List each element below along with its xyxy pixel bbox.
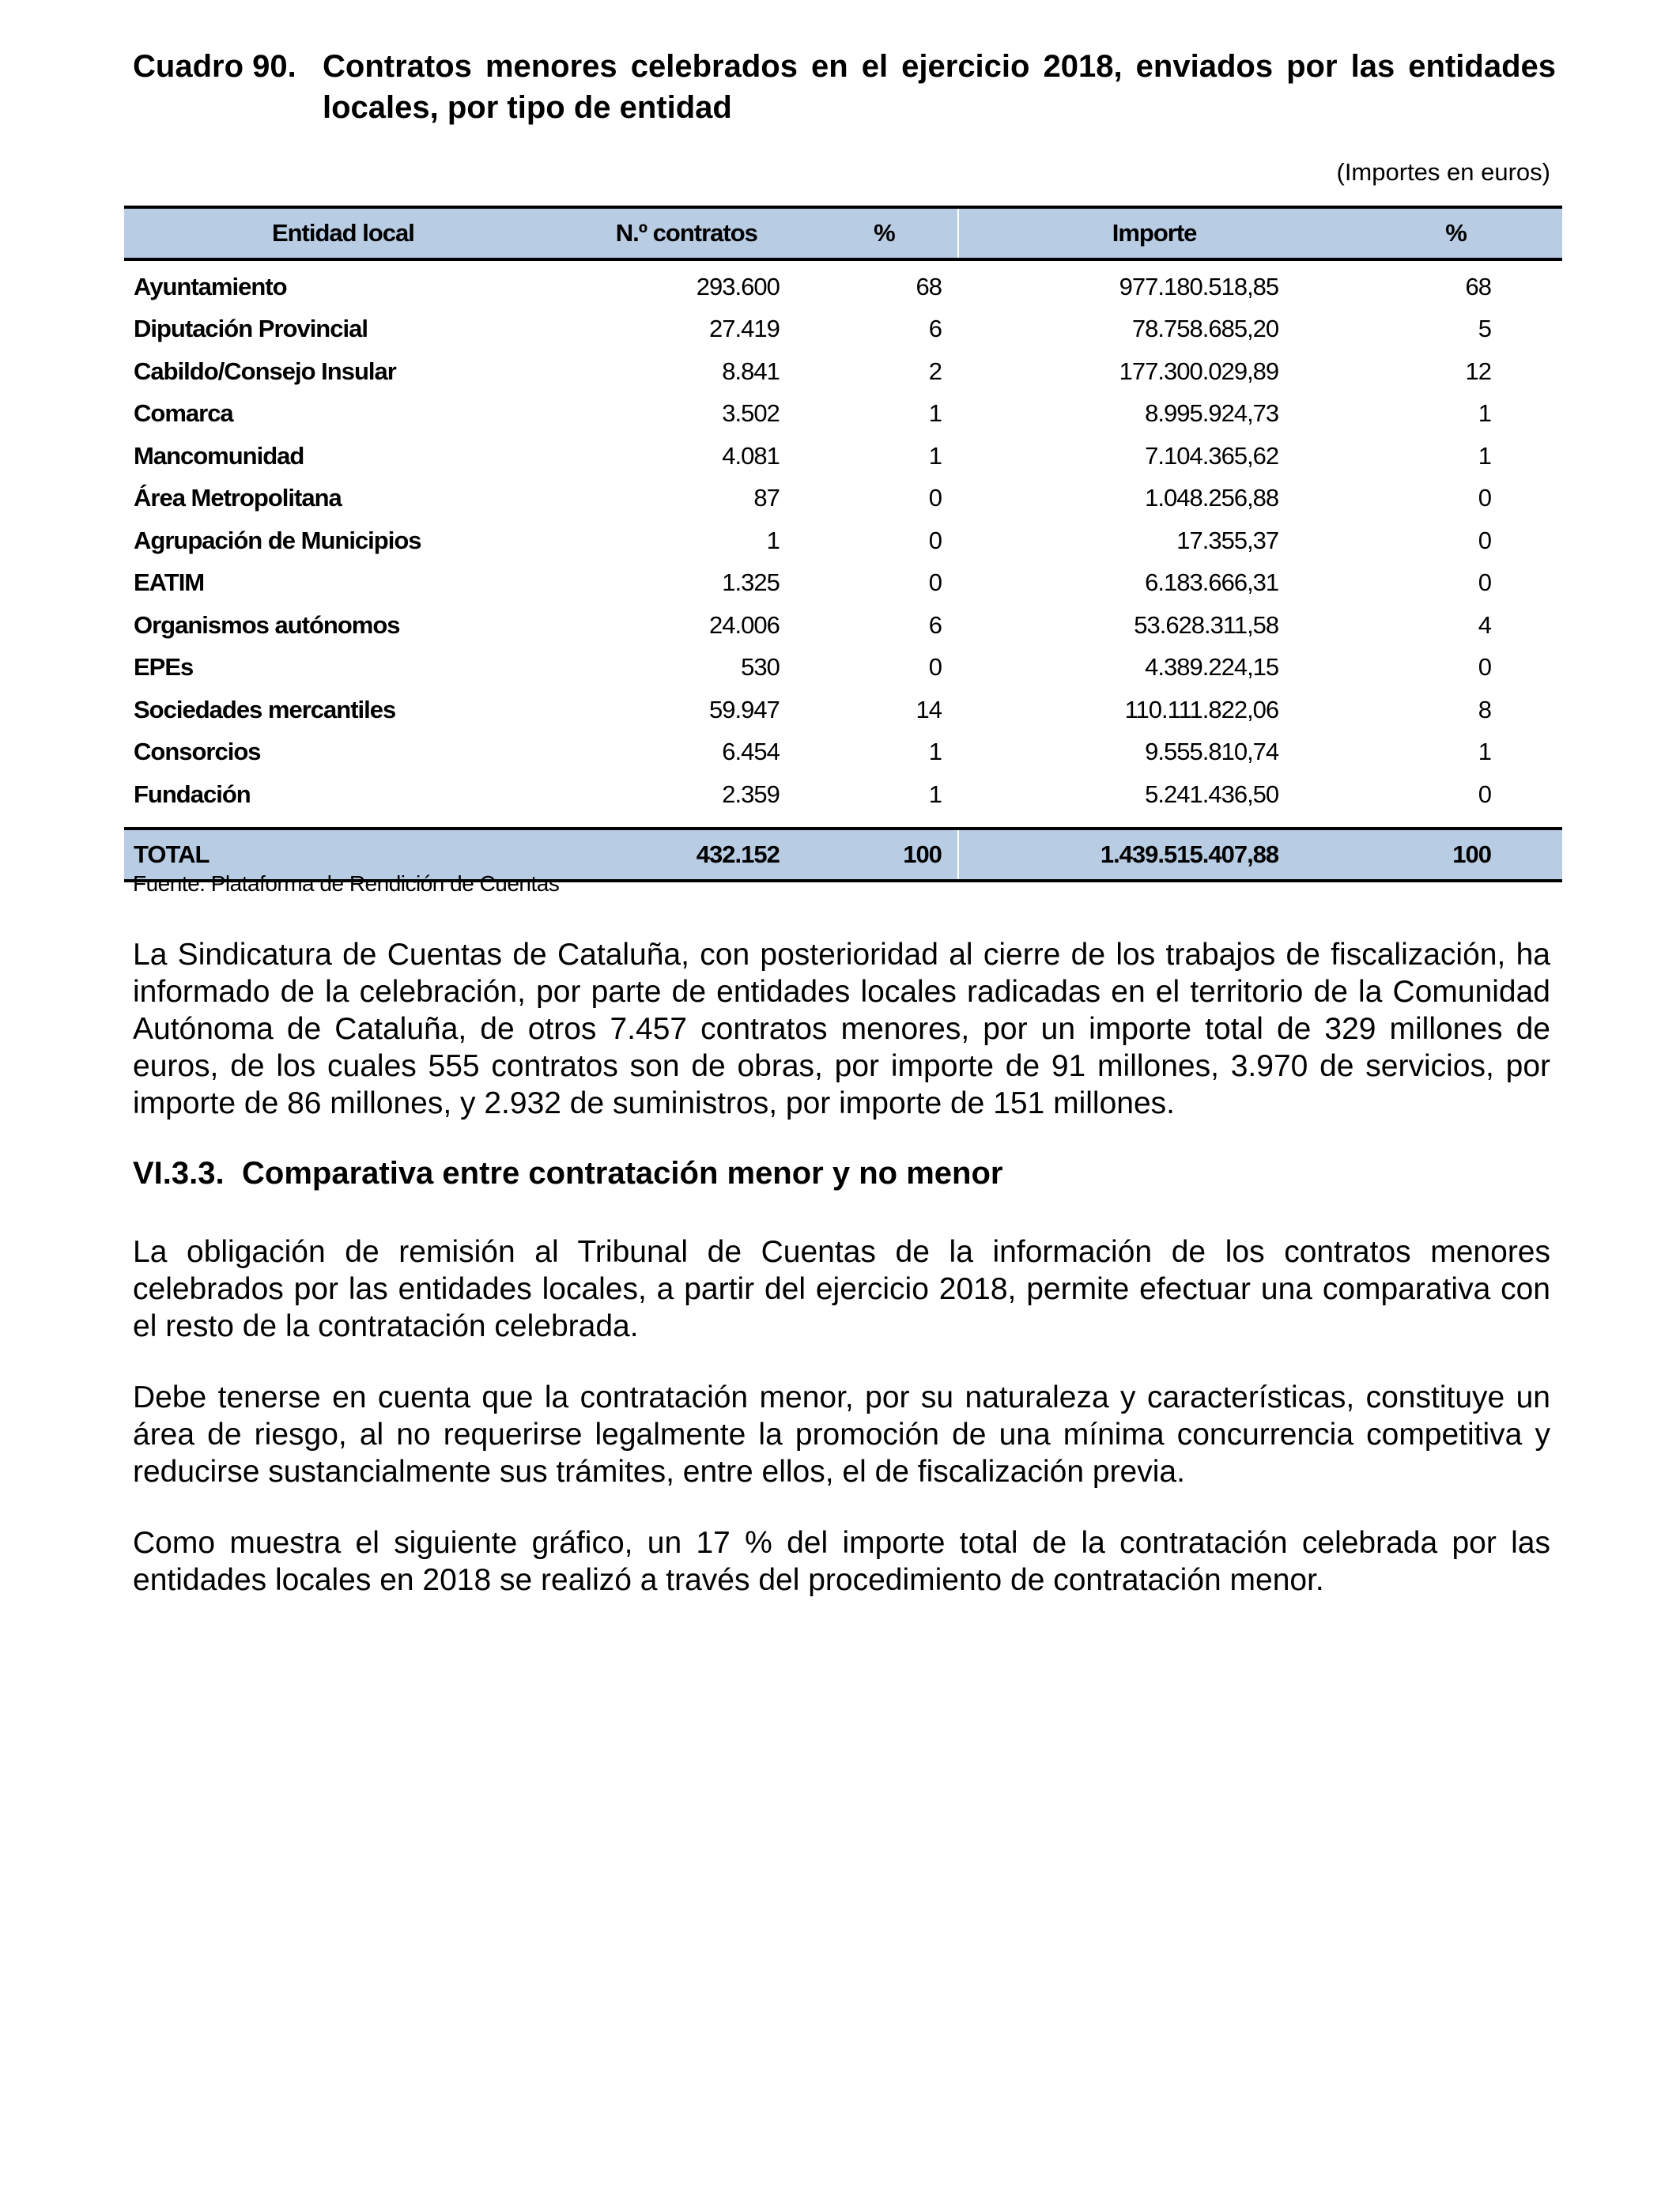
table-source: Fuente: Plataforma de Rendición de Cuentas bbox=[133, 871, 560, 896]
entity-name: EATIM bbox=[134, 568, 205, 597]
table-header-row bbox=[124, 207, 1562, 259]
table-row bbox=[124, 350, 1562, 393]
section-title: Comparativa entre contratación menor y no menor bbox=[242, 1156, 1003, 1191]
entity-name: EPEs bbox=[134, 653, 194, 682]
amount-pct: 8 bbox=[1478, 695, 1491, 723]
table-row bbox=[124, 308, 1562, 351]
contracts-pct: 0 bbox=[928, 653, 942, 682]
contracts-pct: 0 bbox=[928, 484, 942, 512]
column-header: Importe bbox=[958, 207, 1350, 259]
table-row bbox=[124, 773, 1562, 829]
amount: 5.241.436,50 bbox=[958, 773, 1350, 829]
contracts-count: 1 bbox=[766, 526, 780, 554]
amount-pct: 0 bbox=[1478, 780, 1491, 808]
contracts-count: 530 bbox=[741, 653, 780, 682]
table-row bbox=[124, 562, 1562, 605]
contracts-count: 3.502 bbox=[722, 399, 780, 428]
entity-name: Área Metropolitana bbox=[134, 484, 342, 512]
contracts-count: 4.081 bbox=[722, 441, 780, 470]
contracts-count: 24.006 bbox=[709, 610, 780, 639]
entity-name: Agrupación de Municipios bbox=[134, 526, 421, 554]
contracts-pct: 0 bbox=[928, 568, 942, 597]
amount: 6.183.666,31 bbox=[958, 562, 1350, 605]
contracts-table bbox=[124, 206, 1562, 882]
amount: 1.048.256,88 bbox=[958, 478, 1350, 520]
contracts-pct: 1 bbox=[928, 780, 942, 808]
column-header: % bbox=[811, 207, 958, 259]
contracts-pct: 68 bbox=[916, 272, 942, 300]
entity-name: Ayuntamiento bbox=[134, 272, 287, 300]
total-amount-pct: 100 bbox=[1350, 829, 1562, 881]
entity-name: Sociedades mercantiles bbox=[134, 695, 396, 723]
contracts-pct: 1 bbox=[928, 738, 942, 766]
amount-pct: 1 bbox=[1478, 738, 1491, 766]
paragraph: La obligación de remisión al Tribunal de Cuentas de la información de los contratos menores celebrados por las entidades locales, a partir del ejercicio 2018, permite efectuar una comparativa con el resto de la contratación celebrada. bbox=[133, 1235, 1550, 1343]
entity-name: Comarca bbox=[134, 399, 233, 428]
column-header: N.º contratos bbox=[562, 207, 811, 259]
entity-name: Consorcios bbox=[134, 738, 261, 766]
amount-pct: 4 bbox=[1478, 610, 1491, 639]
entity-name: Mancomunidad bbox=[134, 441, 304, 470]
amount: 7.104.365,62 bbox=[958, 435, 1350, 478]
amount-pct: 0 bbox=[1478, 526, 1491, 554]
amount-pct: 1 bbox=[1478, 441, 1491, 470]
contracts-pct: 14 bbox=[916, 695, 942, 723]
caption-label: Cuadro 90. bbox=[133, 49, 296, 84]
paragraph: Debe tenerse en cuenta que la contratación menor, por su naturaleza y características, constituye un área de riesgo, al no requerirse legalmente la promoción de una mínima concurrencia competitiva y reducirse sustancialmente sus trámites, entre ellos, el de fiscalización previa. bbox=[133, 1380, 1550, 1489]
table-row bbox=[124, 731, 1562, 774]
total-amount: 1.439.515.407,88 bbox=[958, 829, 1350, 881]
table-row bbox=[124, 478, 1562, 520]
column-header: % bbox=[1350, 207, 1562, 259]
amount-pct: 0 bbox=[1478, 653, 1491, 682]
entity-name: Fundación bbox=[134, 780, 251, 808]
units-note: (Importes en euros) bbox=[1336, 158, 1550, 186]
table-row bbox=[124, 393, 1562, 436]
amount: 17.355,37 bbox=[958, 519, 1350, 562]
contracts-pct: 0 bbox=[928, 526, 942, 554]
entity-name: Organismos autónomos bbox=[134, 610, 400, 639]
amount-pct: 1 bbox=[1478, 399, 1491, 428]
amount: 8.995.924,73 bbox=[958, 393, 1350, 436]
amount: 177.300.029,89 bbox=[958, 350, 1350, 393]
contracts-count: 87 bbox=[753, 484, 780, 512]
total-contracts: 432.152 bbox=[562, 829, 811, 881]
contracts-pct: 1 bbox=[928, 399, 942, 428]
paragraph: Como muestra el siguiente gráfico, un 17 % del importe total de la contratación celebrada por las entidades locales en 2018 se realizó a través del procedimiento de contratación menor. bbox=[133, 1526, 1550, 1597]
amount: 53.628.311,58 bbox=[958, 604, 1350, 647]
total-label: TOTAL bbox=[124, 829, 562, 881]
amount: 78.758.685,20 bbox=[958, 308, 1350, 351]
amount: 9.555.810,74 bbox=[958, 731, 1350, 774]
contracts-count: 6.454 bbox=[722, 738, 780, 766]
contracts-pct: 2 bbox=[928, 357, 942, 385]
table-row bbox=[124, 604, 1562, 647]
total-contracts-pct: 100 bbox=[811, 829, 958, 881]
table-caption bbox=[133, 46, 1556, 128]
column-header: Entidad local bbox=[124, 207, 562, 259]
amount: 4.389.224,15 bbox=[958, 647, 1350, 689]
contracts-count: 27.419 bbox=[709, 315, 780, 343]
amount-pct: 0 bbox=[1478, 484, 1491, 512]
amount: 110.111.822,06 bbox=[958, 689, 1350, 731]
amount-pct: 5 bbox=[1478, 315, 1491, 343]
contracts-count: 293.600 bbox=[696, 272, 780, 300]
paragraph: La Sindicatura de Cuentas de Cataluña, con posterioridad al cierre de los trabajos de fiscalización, ha informado de la celebración, por parte de entidades locales radicadas en el territorio de la Comunidad Autónoma de Cataluña, de otros 7.457 contratos menores, por un importe total de 329 millones de euros, de los cuales 555 contratos son de obras, por importe de 91 millones, 3.970 de servicios, por importe de 86 millones, y 2.932 de suministros, por importe de 151 millones. bbox=[133, 938, 1550, 1120]
contracts-pct: 6 bbox=[928, 610, 942, 639]
entity-name: Diputación Provincial bbox=[134, 315, 368, 343]
caption-title: Contratos menores celebrados en el ejercicio 2018, enviados por las entidades locales, por tipo de entidad bbox=[323, 49, 1556, 125]
contracts-count: 1.325 bbox=[722, 568, 780, 597]
table-row bbox=[124, 689, 1562, 731]
section-number: VI.3.3. bbox=[133, 1156, 225, 1191]
table-row bbox=[124, 259, 1562, 308]
contracts-pct: 6 bbox=[928, 315, 942, 343]
contracts-count: 2.359 bbox=[722, 780, 780, 808]
amount: 977.180.518,85 bbox=[958, 259, 1350, 308]
entity-name: Cabildo/Consejo Insular bbox=[134, 357, 396, 385]
table-row bbox=[124, 435, 1562, 478]
contracts-count: 8.841 bbox=[722, 357, 780, 385]
contracts-count: 59.947 bbox=[709, 695, 780, 723]
amount-pct: 12 bbox=[1465, 357, 1491, 385]
contracts-pct: 1 bbox=[928, 441, 942, 470]
table-row bbox=[124, 519, 1562, 562]
section-heading bbox=[133, 1156, 1002, 1191]
amount-pct: 0 bbox=[1478, 568, 1491, 597]
table-row bbox=[124, 647, 1562, 689]
amount-pct: 68 bbox=[1465, 272, 1491, 300]
